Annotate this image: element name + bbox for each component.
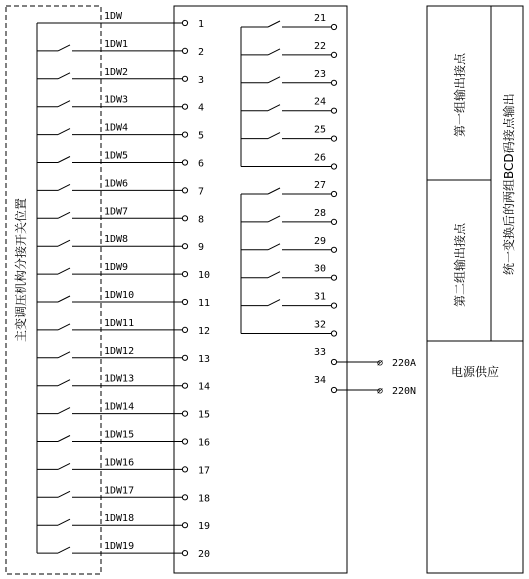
terminal-dot — [182, 76, 187, 81]
switch-contact — [58, 324, 70, 330]
switch-contact — [268, 244, 280, 250]
switch-label: 1DW7 — [104, 206, 129, 218]
input-terminal-number: 13 — [198, 353, 211, 365]
terminal-dot — [331, 331, 336, 336]
switch-label: 1DW13 — [104, 373, 135, 385]
output-terminal-number: 26 — [314, 152, 327, 164]
group1-output-label: 第一组输出接点 — [453, 52, 467, 137]
input-terminal-number: 19 — [198, 521, 211, 533]
switch-row — [37, 430, 210, 449]
switch-label: 1DW2 — [104, 66, 129, 78]
switch-row — [37, 318, 210, 337]
terminal-dot — [182, 160, 187, 165]
output-row — [241, 125, 337, 142]
output-group-1 — [241, 13, 337, 169]
switch-label: 1DW16 — [104, 457, 135, 469]
input-terminal-number: 16 — [198, 437, 211, 449]
terminal-dot — [182, 299, 187, 304]
switch-contact — [58, 268, 70, 274]
switch-contact — [58, 212, 70, 218]
output-row — [241, 208, 337, 225]
output-row — [241, 41, 337, 58]
power-symbol: ⌀ — [377, 386, 384, 397]
switch-contact — [268, 77, 280, 83]
input-terminal-number: 14 — [198, 381, 211, 393]
terminal-dot — [182, 188, 187, 193]
power-terminal-number: 34 — [314, 375, 327, 386]
output-row — [241, 180, 337, 197]
tap-changer-box — [6, 6, 101, 574]
switch-row — [37, 123, 204, 142]
terminal-dot — [182, 327, 187, 332]
switch-label: 1DW8 — [104, 234, 129, 246]
switch-contact — [268, 300, 280, 306]
switch-contact — [58, 240, 70, 246]
terminal-dot — [182, 48, 187, 53]
switch-contact — [268, 49, 280, 55]
switch-label: 1DW4 — [104, 122, 129, 134]
terminal-dot — [182, 244, 187, 249]
switch-contact — [58, 157, 70, 163]
switch-row — [37, 346, 210, 365]
input-terminal-number: 8 — [198, 214, 205, 226]
switch-row — [37, 485, 210, 504]
input-terminal-number: 3 — [198, 74, 205, 86]
terminal-dot — [331, 191, 336, 196]
switch-row — [37, 457, 210, 476]
terminal-dot — [331, 247, 336, 252]
switch-label: 1DW3 — [104, 94, 129, 106]
terminal-dot — [182, 104, 187, 109]
switch-label: 1DW11 — [104, 317, 135, 329]
terminal-dot — [182, 551, 187, 556]
output-terminal-number: 29 — [314, 235, 327, 247]
switch-contact — [268, 21, 280, 27]
switch-label: 1DW18 — [104, 513, 135, 525]
power-symbol: ⌀ — [377, 358, 384, 369]
power-label: 220N — [392, 386, 417, 397]
switch-label: 1DW1 — [104, 38, 129, 50]
switch-row — [37, 206, 204, 225]
terminal-dot — [182, 523, 187, 528]
output-row — [241, 292, 337, 309]
output-row — [241, 264, 337, 281]
switch-row — [37, 39, 204, 58]
switch-row — [37, 11, 204, 30]
switch-label: 1DW15 — [104, 429, 135, 441]
power-terminal-number: 33 — [314, 347, 327, 358]
switch-contact — [58, 296, 70, 302]
switch-contact — [58, 519, 70, 525]
output-row — [241, 236, 337, 253]
terminal-dot — [331, 108, 336, 113]
switch-contact — [58, 380, 70, 386]
output-terminal-number: 27 — [314, 180, 327, 191]
switch-label: 1DW14 — [104, 401, 135, 413]
switch-label: 1DW6 — [104, 178, 129, 190]
terminal-dot — [182, 383, 187, 388]
power-row — [314, 375, 416, 397]
switch-contact — [268, 188, 280, 194]
switch-contact — [268, 105, 280, 111]
output-terminal-number: 25 — [314, 124, 327, 136]
output-row — [241, 69, 337, 86]
switch-contact — [58, 491, 70, 497]
switch-contact — [58, 184, 70, 190]
switch-contact — [268, 272, 280, 278]
input-terminal-number: 17 — [198, 465, 211, 477]
output-terminal-number: 24 — [314, 96, 327, 108]
switch-rows — [37, 11, 210, 560]
output-row — [241, 97, 337, 114]
switch-contact — [58, 547, 70, 553]
terminal-dot — [331, 24, 336, 29]
output-terminal-number: 21 — [314, 13, 327, 24]
switch-contact — [58, 129, 70, 135]
output-terminal-number: 31 — [314, 291, 327, 303]
power-label: 220A — [392, 358, 417, 369]
switch-contact — [268, 133, 280, 139]
input-terminal-number: 6 — [198, 158, 205, 170]
input-terminal-number: 20 — [198, 549, 211, 561]
switch-label: 1DW12 — [104, 345, 135, 357]
terminal-dot — [331, 136, 336, 141]
converter-box — [174, 6, 347, 573]
switch-label: 1DW19 — [104, 541, 135, 553]
power-terminals — [314, 347, 416, 397]
output-terminal-number: 32 — [314, 319, 327, 331]
terminal-dot — [331, 219, 336, 224]
output-terminal-number: 28 — [314, 207, 327, 219]
output-terminal-number: 30 — [314, 263, 327, 275]
switch-row — [37, 95, 204, 114]
terminal-dot — [331, 303, 336, 308]
switch-contact — [58, 408, 70, 414]
switch-row — [37, 290, 210, 309]
input-terminal-number: 5 — [198, 130, 205, 142]
switch-row — [37, 374, 210, 393]
terminal-dot — [182, 216, 187, 221]
switch-contact — [58, 73, 70, 79]
switch-contact — [268, 216, 280, 222]
output-terminal-number: 22 — [314, 40, 327, 52]
input-terminal-number: 2 — [198, 46, 205, 58]
input-terminal-number: 18 — [198, 493, 211, 505]
bcd-combined-output-label: 统一变换后的两组BCD码接点输出 — [502, 93, 516, 275]
input-terminal-number: 15 — [198, 409, 211, 421]
switch-row — [37, 402, 210, 421]
switch-row — [37, 234, 204, 253]
switch-contact — [58, 45, 70, 51]
output-terminal-number: 23 — [314, 68, 327, 80]
terminal-dot — [331, 52, 336, 57]
switch-contact — [58, 436, 70, 442]
switch-row — [37, 151, 204, 170]
power-supply-label: 电源供应 — [450, 365, 500, 379]
switch-label: 1DW9 — [104, 262, 129, 274]
tap-changer-title: 主变调压机构分接开关位置 — [14, 197, 28, 342]
switch-label: 1DW — [104, 11, 123, 22]
input-terminal-number: 9 — [198, 242, 205, 254]
terminal-dot — [182, 439, 187, 444]
switch-row — [37, 262, 210, 281]
terminal-dot — [182, 495, 187, 500]
terminal-dot — [182, 411, 187, 416]
switch-contact — [58, 463, 70, 469]
switch-row — [37, 178, 204, 197]
input-terminal-number: 7 — [198, 186, 205, 198]
terminal-dot — [182, 467, 187, 472]
output-group-2 — [241, 180, 337, 336]
terminal-dot — [182, 355, 187, 360]
switch-label: 1DW5 — [104, 150, 129, 162]
switch-row — [37, 67, 204, 86]
input-terminal-number: 10 — [198, 270, 211, 282]
output-row — [241, 13, 337, 30]
right-panel — [427, 6, 523, 573]
terminal-dot — [331, 387, 336, 392]
terminal-dot — [182, 132, 187, 137]
input-terminal-number: 1 — [198, 19, 205, 30]
terminal-dot — [331, 164, 336, 169]
switch-row — [37, 541, 210, 560]
switch-label: 1DW17 — [104, 485, 135, 497]
output-row — [241, 153, 337, 170]
terminal-dot — [331, 80, 336, 85]
switch-contact — [58, 352, 70, 358]
terminal-dot — [182, 272, 187, 277]
power-row — [314, 347, 416, 369]
input-terminal-number: 11 — [198, 298, 211, 309]
group2-output-label: 第二组输出接点 — [453, 222, 467, 307]
terminal-dot — [331, 359, 336, 364]
input-terminal-number: 4 — [198, 102, 205, 114]
switch-label: 1DW10 — [104, 290, 135, 301]
terminal-dot — [331, 275, 336, 280]
output-row — [241, 320, 337, 337]
switch-row — [37, 513, 210, 532]
input-terminal-number: 12 — [198, 325, 211, 337]
switch-contact — [58, 101, 70, 107]
terminal-dot — [182, 20, 187, 25]
